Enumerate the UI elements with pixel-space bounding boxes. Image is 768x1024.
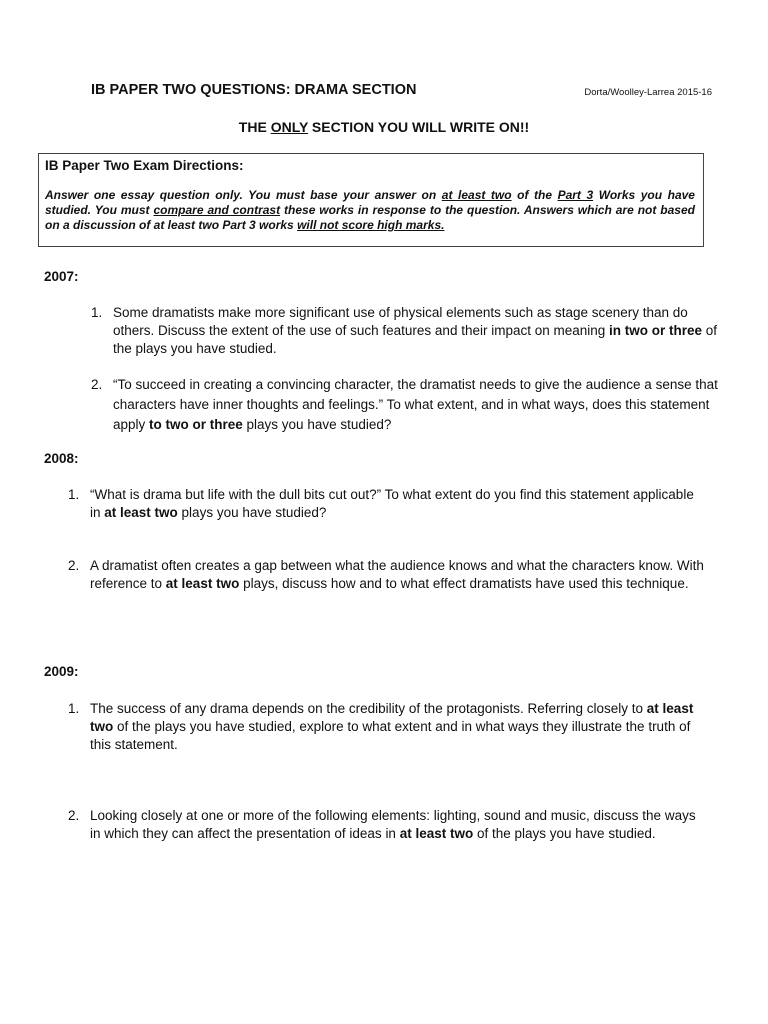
document-title: IB PAPER TWO QUESTIONS: DRAMA SECTION [91, 82, 417, 98]
question-text-part: plays, discuss how and to what effect dramatists have used this technique. [239, 576, 689, 591]
directions-text-part: of the [511, 188, 558, 202]
page-subtitle [0, 119, 768, 135]
question-text-part: of the plays you have studied, explore to what extent and in what ways they illustrate the truth of this statement. [90, 719, 691, 752]
question-text-part: “To succeed in creating a convincing character, the dramatist needs to give the audience a sense that characters have inner thoughts and feelings.” To what extent, and in what ways, does this statement apply [113, 377, 718, 432]
question-text-part: The success of any drama depends on the credibility of the protagonists. Referring closely to [90, 701, 647, 716]
question-number: 2. [91, 377, 103, 392]
question-text [68, 700, 712, 754]
year-heading-2009: 2009: [44, 664, 79, 679]
question-text [91, 375, 731, 435]
question-emphasis: to two or three [149, 417, 243, 432]
question-text-part: plays you have studied? [177, 505, 327, 520]
question-number: 2. [68, 558, 80, 573]
question-text-part: of the plays you have studied. [473, 826, 656, 841]
question-text-part: of the plays you have studied. [113, 323, 718, 356]
exam-directions-box [38, 153, 704, 247]
directions-text-part: Works you have studied. You must [45, 188, 695, 217]
directions-emphasis: compare and contrast [153, 203, 281, 217]
question-emphasis: in two or three [609, 323, 703, 338]
question-text-part: Some dramatists make more significant use of physical elements such as stage scenery than do others. Discuss the extent of the use of such features and their impact on meaning [113, 305, 688, 338]
document-author: Dorta/Woolley-Larrea 2015-16 [584, 87, 712, 98]
subtitle-suffix: SECTION YOU WILL WRITE ON!! [308, 119, 530, 135]
question-emphasis: at least two [104, 505, 178, 520]
directions-text-part: Answer one essay question only. You must base your answer on [45, 188, 442, 202]
question-number: 1. [68, 487, 80, 502]
question-emphasis: at least two [90, 701, 694, 734]
question-number: 1. [68, 701, 80, 716]
directions-emphasis: Part 3 [557, 188, 594, 202]
question-text [91, 304, 731, 358]
year-heading-2007: 2007: [44, 269, 79, 284]
subtitle-prefix: THE [238, 119, 271, 135]
question-emphasis: at least two [399, 826, 474, 841]
question-text [68, 486, 708, 522]
directions-heading: IB Paper Two Exam Directions: [45, 158, 244, 173]
question-text [68, 557, 708, 593]
question-text-part: Looking closely at one or more of the following elements: lighting, sound and music, discuss the ways in which they can affect the presentation of ideas in [90, 808, 696, 841]
directions-emphasis: will not score high marks. [297, 218, 445, 232]
subtitle-emphasis: ONLY [270, 119, 309, 135]
question-text-part: “What is drama but life with the dull bits cut out?” To what extent do you find this statement applicable in [90, 487, 694, 520]
year-heading-2008: 2008: [44, 451, 79, 466]
directions-text [45, 188, 695, 233]
question-2009-1 [68, 700, 712, 754]
directions-emphasis: at least two [441, 188, 512, 202]
question-2007-1 [91, 304, 731, 358]
question-number: 2. [68, 808, 80, 823]
question-text [68, 807, 708, 843]
question-number: 1. [91, 305, 103, 320]
question-text-part: plays you have studied? [242, 417, 392, 432]
question-2008-1 [68, 486, 708, 522]
question-emphasis: at least two [165, 576, 240, 591]
question-2008-2 [68, 557, 708, 593]
question-2007-2 [91, 375, 731, 435]
directions-text-part: these works in response to the question. Answers which are not based on a discussion of at least two Part 3 works [45, 203, 695, 232]
question-text-part: A dramatist often creates a gap between what the audience knows and what the characters know. With reference to [90, 558, 704, 591]
question-2009-2 [68, 807, 708, 843]
